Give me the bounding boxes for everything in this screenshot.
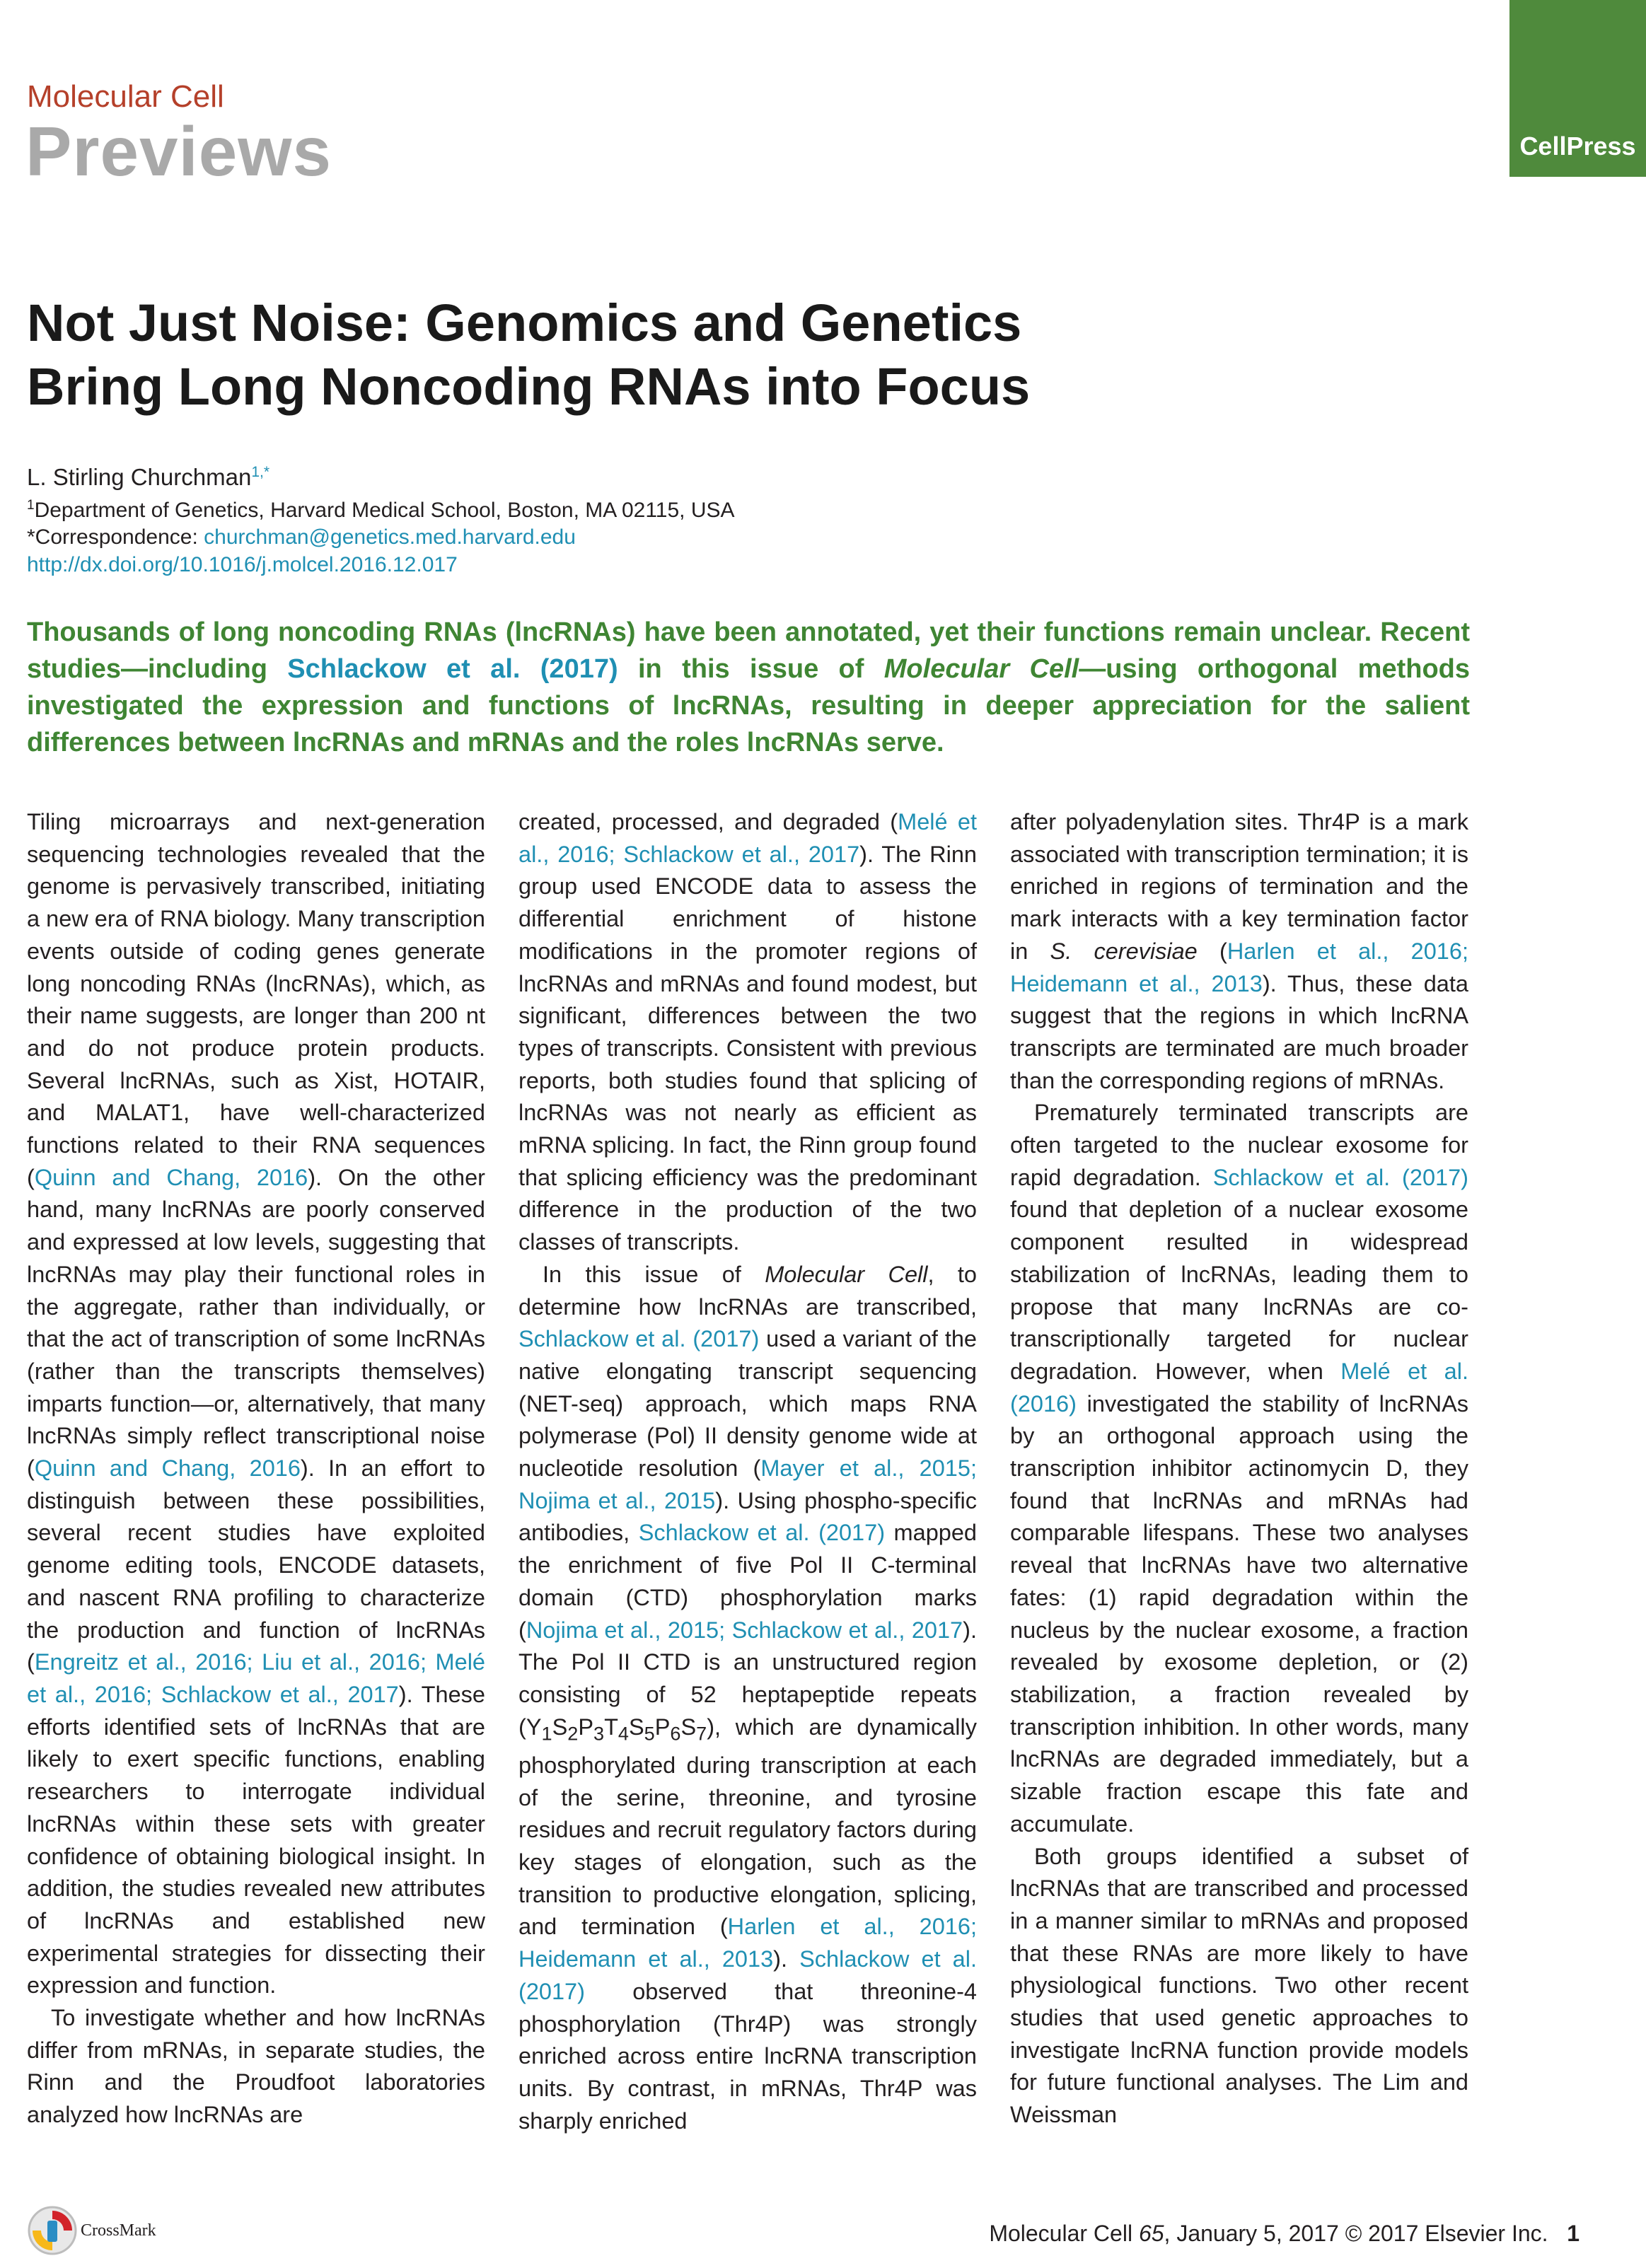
residue: S <box>628 1714 644 1740</box>
affiliation-superscript: 1 <box>27 498 35 513</box>
subscript: 3 <box>593 1722 605 1745</box>
citation-link[interactable]: Schlackow et al. (2017) <box>518 1946 977 2004</box>
paragraph-text: ). <box>773 1946 800 1972</box>
paragraph-text: observed that threonine-4 phosphorylation (Thr4P) was strongly enriched across entire lncRNA transcription units. By contrast, in mRNAs, Thr4P was sharply enriched <box>518 1978 977 2134</box>
affiliation <box>27 498 735 523</box>
paragraph-text: ). Using phospho-specific antibodies, <box>518 1487 977 1546</box>
abstract <box>27 614 1470 761</box>
subscript: 4 <box>618 1722 629 1745</box>
abstract-citation-link[interactable]: Schlackow et al. (2017) <box>287 654 618 684</box>
author-line <box>27 464 269 491</box>
paragraph-text: Tiling microarrays and next-generation sequencing technologies revealed that the genome is pervasively transcribed, initiating a new era of RNA biology. Many transcription events outside of coding genes generate long noncoding RNAs (lncRNAs), which, as their name suggests, are longer than 200 nt and do not produce protein products. Several lncRNAs, such as Xist, HOTAIR, and MALAT1, have well-characterized functions related to their RNA sequences ( <box>27 809 485 1190</box>
abstract-journal-name: Molecular Cell <box>883 654 1079 684</box>
paragraph-text: In this issue of <box>543 1261 765 1287</box>
section-name: Previews <box>25 112 332 190</box>
footer-journal: Molecular Cell <box>989 2221 1139 2246</box>
citation-link[interactable]: Quinn and Chang, 2016 <box>34 1455 301 1482</box>
paragraph-text: ). Thus, these data suggest that the regions in which lncRNA transcripts are terminated are much broader than the corresponding regions of mRNAs. <box>1010 970 1468 1093</box>
author-name: L. Stirling Churchman <box>27 464 252 490</box>
paragraph <box>518 806 977 1259</box>
paragraph-text: investigated the stability of lncRNAs by an orthogonal approach using the transcription inhibitor actinomycin D, they found that lncRNAs and mRNAs had comparable lifespans. These two analyses reveal that lncRNAs have two alternative fates: (1) rapid degradation within the nucleus by the nuclear exosome, a fraction revealed by exosome depletion, or (2) stabilization, a fraction revealed by transcription inhibition. In other words, many lncRNAs are degraded immediately, but a sizable fraction escape this fate and accumulate. <box>1010 1390 1468 1837</box>
abstract-text: in this issue of <box>618 654 884 684</box>
residue: S <box>552 1714 568 1740</box>
journal-name: Molecular Cell <box>27 79 224 114</box>
paragraph <box>1010 806 1468 1097</box>
citation-link[interactable]: Engreitz et al., 2016; Liu et al., 2016; Melé et al., 2016; Schlackow et al., 2017 <box>27 1649 485 1707</box>
paragraph-text: ( <box>1197 938 1227 964</box>
citation-link[interactable]: Harlen et al., 2016; Heidemann et al., 2013 <box>1010 938 1468 996</box>
article-title <box>27 291 1229 419</box>
correspondence-email-link[interactable]: churchman@genetics.med.harvard.edu <box>204 525 576 549</box>
crossmark-badge[interactable] <box>27 2205 156 2256</box>
species-name: S. cerevisiae <box>1050 938 1198 964</box>
citation-link[interactable]: Schlackow et al. (2017) <box>518 1326 760 1352</box>
doi-link[interactable]: http://dx.doi.org/10.1016/j.molcel.2016.12.017 <box>27 553 458 576</box>
body-column-2 <box>518 806 977 2137</box>
footer-volume: 65 <box>1138 2221 1164 2246</box>
citation-link[interactable]: Melé et al., 2016; Schlackow et al., 2017 <box>518 809 978 867</box>
cellpress-logo: CellPress <box>1519 132 1636 161</box>
title-line-2: Bring Long Noncoding RNAs into Focus <box>27 357 1031 416</box>
paragraph <box>1010 1097 1468 1840</box>
subscript: 6 <box>670 1722 681 1745</box>
citation-link[interactable]: Schlackow et al. (2017) <box>638 1520 886 1546</box>
subscript: 1 <box>541 1722 552 1745</box>
author-superscript: 1,* <box>251 464 269 480</box>
paragraph <box>518 1259 977 2137</box>
page-footer <box>989 2221 1580 2247</box>
paragraph-text: created, processed, and degraded ( <box>518 809 898 834</box>
paragraph: Both groups identified a subset of lncRNAs that are transcribed and processed in a manner similar to mRNAs and proposed that these RNAs are more likely to have physiological functions. Two other recent studies that used genetic approaches to investigate lncRNA function provide models for future functional analyses. The Lim and Weissman <box>1010 1843 1468 2128</box>
footer-citation: , January 5, 2017 © 2017 Elsevier Inc. <box>1164 2221 1548 2246</box>
paragraph-text: ). The Rinn group used ENCODE data to assess the differential enrichment of histone modifications in the promoter regions of lncRNAs and mRNAs and found modest, but significant, differences between the two types of transcripts. Consistent with previous reports, both studies found that splicing of lncRNAs was not nearly as efficient as mRNA splicing. In fact, the Rinn group found that splicing efficiency was the predominant difference in the production of the two classes of transcripts. <box>518 841 978 1255</box>
subscript: 2 <box>567 1722 579 1745</box>
affiliation-text: Department of Genetics, Harvard Medical School, Boston, MA 02115, USA <box>34 499 735 522</box>
residue: T <box>604 1714 618 1740</box>
citation-link[interactable]: Schlackow et al. (2017) <box>1212 1164 1469 1190</box>
crossmark-label: CrossMark <box>81 2221 156 2240</box>
body-column-1 <box>27 806 485 2132</box>
residue: P <box>578 1714 593 1740</box>
crossmark-icon <box>27 2205 78 2256</box>
journal-name-inline: Molecular Cell <box>765 1261 928 1287</box>
citation-link[interactable]: Mayer et al., 2015; Nojima et al., 2015 <box>518 1455 977 1513</box>
citation-link[interactable]: Quinn and Chang, 2016 <box>34 1164 308 1190</box>
paragraph <box>27 806 485 2002</box>
paragraph-text: used a variant of the native elongating transcript sequencing (NET-seq) approach, which maps RNA polymerase (Pol) II density genome wide at nucleotide resolution ( <box>518 1326 978 1482</box>
citation-link[interactable]: Nojima et al., 2015; Schlackow et al., 2017 <box>526 1617 963 1643</box>
residue: P <box>654 1714 671 1740</box>
page-number: 1 <box>1567 2221 1580 2246</box>
citation-link[interactable]: Harlen et al., 2016; Heidemann et al., 2013 <box>518 1914 977 1972</box>
residue: S <box>680 1714 697 1740</box>
paragraph-text: ). In an effort to distinguish between these possibilities, several recent studies have exploited genome editing tools, ENCODE datasets, and nascent RNA profiling to characterize the production and function of lncRNAs ( <box>27 1455 485 1675</box>
paragraph: To investigate whether and how lncRNAs differ from mRNAs, in separate studies, the Rinn and the Proudfoot laboratories analyzed how lncRNAs are <box>27 2005 485 2128</box>
paragraph-text: after polyadenylation sites. Thr4P is a mark associated with transcription termination; it is enriched in regions of termination and the mark interacts with a key termination factor in <box>1010 809 1468 964</box>
paragraph-text: ). The Pol II CTD is an unstructured region consisting of 52 heptapeptide repeats (Y <box>518 1617 977 1740</box>
correspondence-label: *Correspondence: <box>27 525 204 549</box>
paragraph-text: ), which are dynamically phosphorylated during transcription at each of the serine, threonine, and tyrosine residues and recruit regulatory factors during key stages of elongation, such as the transition to productive elongation, splicing, and termination ( <box>518 1714 977 1940</box>
correspondence <box>27 525 576 549</box>
paragraph-text: mapped the enrichment of five Pol II C-terminal domain (CTD) phosphorylation marks ( <box>518 1520 978 1643</box>
paragraph-text: found that depletion of a nuclear exosome component resulted in widespread stabilization of lncRNAs, leading them to propose that many lncRNAs are co-transcriptionally targeted for nuclear degradation. However, when <box>1010 1197 1468 1384</box>
paragraph-text: ). On the other hand, many lncRNAs are poorly conserved and expressed at low levels, suggesting that lncRNAs may play their functional roles in the aggregate, rather than individually, or that the act of transcription of some lncRNAs (rather than the transcripts themselves) imparts function—or, alternatively, that many lncRNAs simply reflect transcriptional noise ( <box>27 1164 485 1482</box>
paragraph-text: Prematurely terminated transcripts are often targeted to the nuclear exosome for rapid degradation. <box>1010 1100 1468 1190</box>
subscript: 5 <box>644 1722 655 1745</box>
paragraph-text: , to determine how lncRNAs are transcribed, <box>518 1261 977 1320</box>
title-line-1: Not Just Noise: Genomics and Genetics <box>27 293 1022 352</box>
body-column-3 <box>1010 806 1468 2132</box>
abstract-text: —using orthogonal methods investigated the expression and functions of lncRNAs, resulting in deeper appreciation for the salient differences between lncRNAs and mRNAs and the roles lncRNAs serve. <box>27 654 1471 757</box>
subscript: 7 <box>696 1722 707 1745</box>
citation-link[interactable]: Melé et al. (2016) <box>1010 1358 1468 1417</box>
abstract-text: Thousands of long noncoding RNAs (lncRNAs) have been annotated, yet their functions remain unclear. Recent studies—including <box>27 617 1470 684</box>
paragraph-text: ). These efforts identified sets of lncRNAs that are likely to exert specific functions, enabling researchers to interrogate individual lncRNAs within these sets with greater confidence of obtaining biological insight. In addition, the studies revealed new attributes of lncRNAs and established new experimental strategies for dissecting their expression and function. <box>27 1681 486 1999</box>
